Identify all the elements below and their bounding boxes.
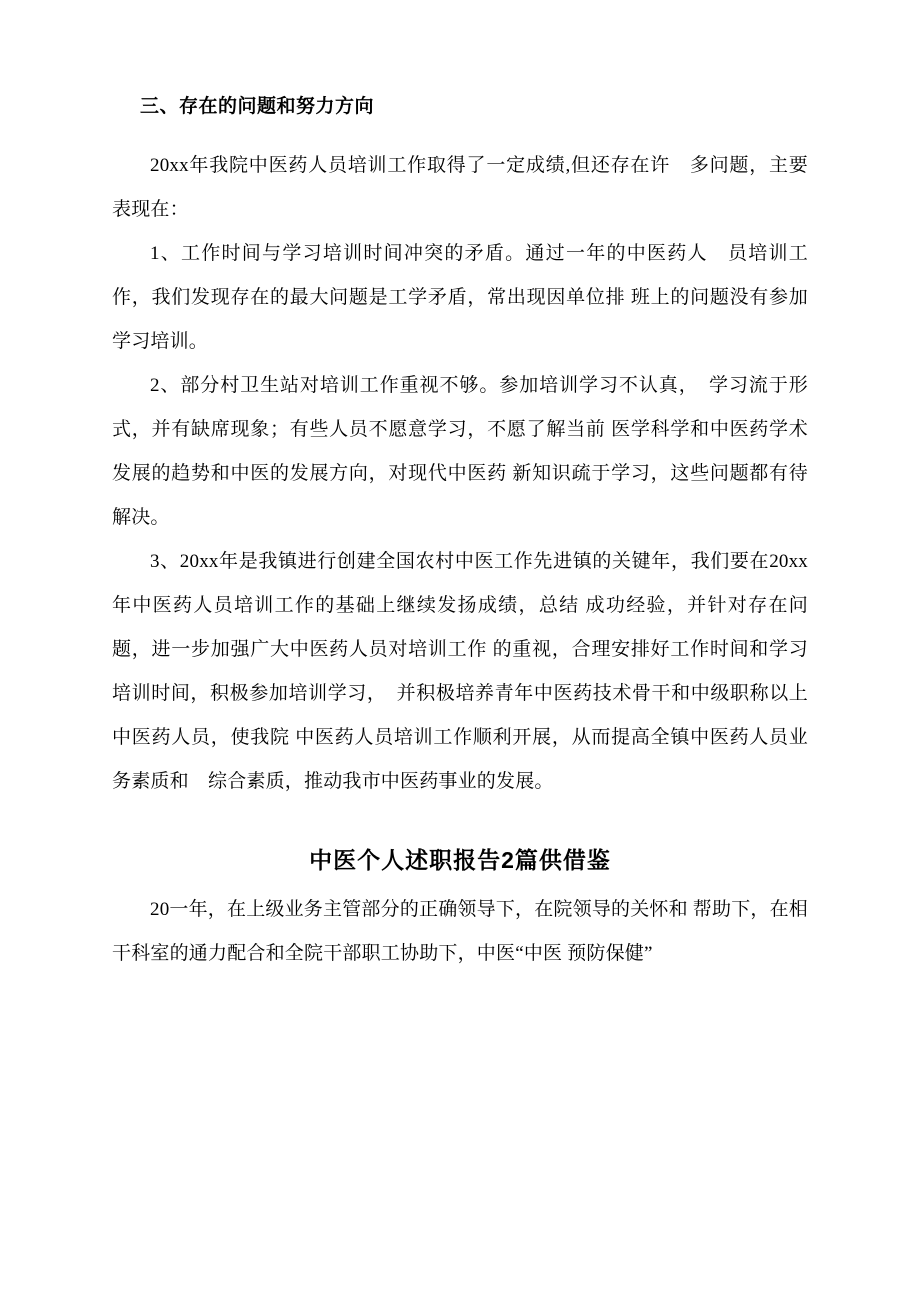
paragraph-1: 20xx年我院中医药人员培训工作取得了一定成绩,但还存在许 多问题，主要表现在： [112, 155, 808, 220]
paragraph-3: 2、部分村卫生站对培训工作重视不够。参加培训学习不认真， 学习流于形式，并有缺席现象；有些人员不愿意学习，不愿了解当前 医学科学和中医药学术发展的趋势和中医的发展方向，对现代中医药 新知识疏于学习，这些问题都有待解决。 [112, 375, 808, 528]
paragraph-4: 3、20xx年是我镇进行创建全国农村中医工作先进镇的关键年，我们要在20xx年中医药人员培训工作的基础上继续发扬成绩，总结 成功经验，并针对存在问题，进一步加强广大中医药人员对培训工作 的重视，合理安排好工作时间和学习培训时间，积极参加培训学习， 并积极培养青年中医药技术骨干和中级职称以上中医药人员，使我院 中医药人员培训工作顺利开展，从而提高全镇中医药人员业务素质和 综合素质，推动我市中医药事业的发展。 [112, 551, 808, 792]
section-heading: 三、存在的问题和努力方向 [140, 96, 375, 117]
paragraph-2: 1、工作时间与学习培训时间冲突的矛盾。通过一年的中医药人 员培训工作，我们发现存在的最大问题是工学矛盾，常出现因单位排 班上的问题没有参加学习培训。 [112, 243, 808, 352]
page-title: 中医个人述职报告2篇供借鉴 [309, 847, 611, 873]
paragraph-5: 20一年，在上级业务主管部分的正确领导下，在院领导的关怀和 帮助下，在相干科室的通力配合和全院干部职工协助下，中医“中医 预防保健” [112, 899, 808, 964]
document-body [112, 92, 808, 976]
